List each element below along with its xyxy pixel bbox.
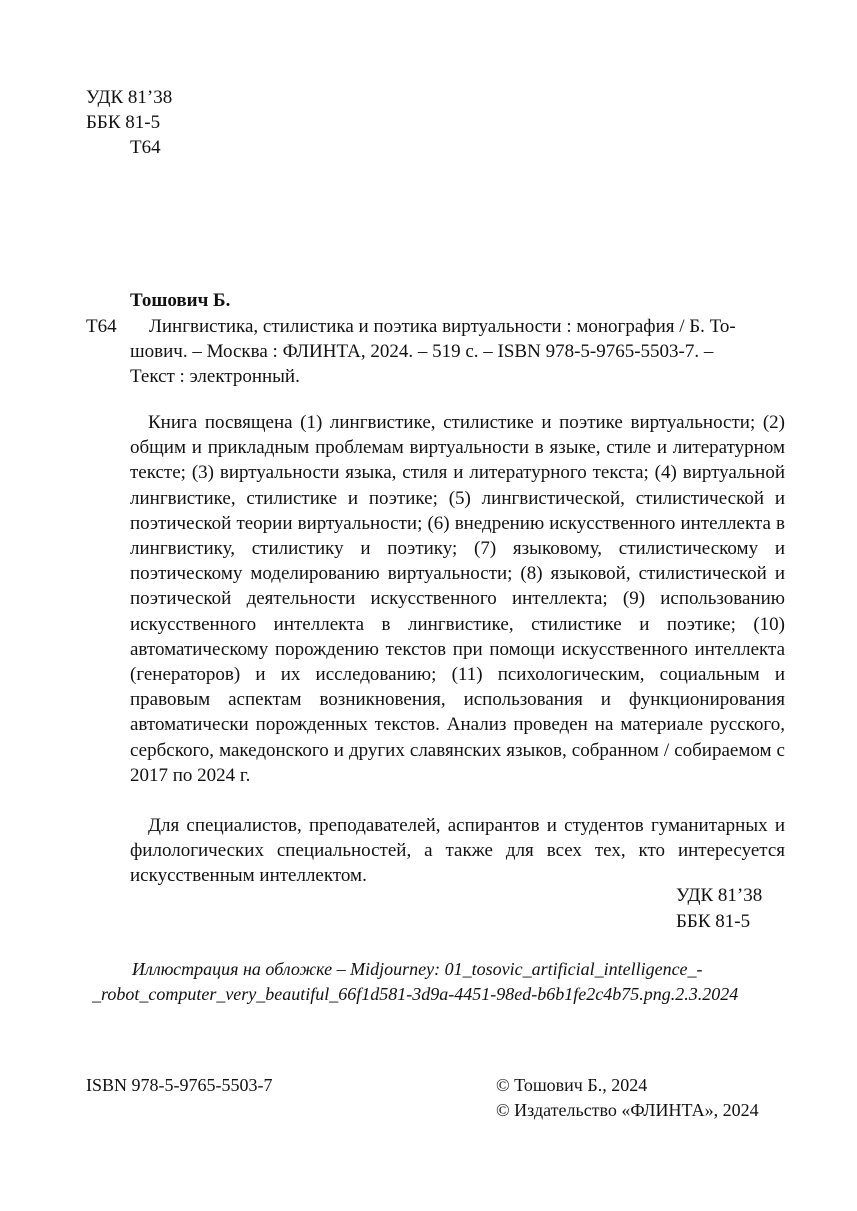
author-mark: Т64 [130,137,161,158]
cover-credit-line-1: Иллюстрация на обложке – Midjourney: 01_tosovic_artificial_intelligence_- [132,959,703,979]
cover-credit-line-2: _robot_computer_very_beautiful_66f1d581-3d9a-4451-98ed-b6b1fe2c4b75.png.2.3.2024 [92,984,739,1004]
copyright-publisher: © Издательство «ФЛИНТА», 2024 [496,1100,759,1120]
isbn: ISBN 978-5-9765-5503-7 [86,1075,273,1095]
udk-code-footer: УДК 81’38 [676,885,763,906]
bbk-code: ББК 81-5 [86,112,161,133]
entry-line-1: Лингвистика, стилистика и поэтика виртуальности : монография / Б. То- [149,316,736,337]
copyright-author: © Тошович Б., 2024 [496,1075,648,1095]
abstract-paragraph-1: Книга посвящена (1) лингвистике, стилистике и поэтике виртуальности; (2) общим и прикладным проблемам виртуальности в языке, стиле и литературном тексте; (3) виртуальности языка, стиля и литературного текста; (4) виртуальной лингвистике, стилистике и поэтике; (5) лингвистической, стилистической и поэтической теории виртуальности; (6) внедрению искусственного интеллекта в лингвистику, стилистику и поэтику; (7) языковому, стилистическому и поэтическому моделированию виртуальности; (8) языковой, стилистической и поэтической деятельности искусственного интеллекта; (9) использованию искусственного интеллекта в лингвистике, стилистике и поэтике; (10) автоматическому порождению текстов при помощи искусственного интеллекта (генераторов) и их исследованию; (11) психологическим, социальным и правовым аспектам возникновения, использования и функционирования автоматически порожденных текстов. Анализ проведен на материале русского, сербского, македонского и других славянских языков, собранном / собираемом с 2017 по 2024 г. [130,412,785,786]
entry-line-3: Текст : электронный. [130,366,300,387]
bbk-code-footer: ББК 81-5 [676,911,751,932]
abstract-paragraph-2: Для специалистов, преподавателей, аспирантов и студентов гуманитарных и филологических специальностей, а также для всех тех, кто интересуется искусственным интеллектом. [130,815,785,887]
entry-line-2: шович. – Москва : ФЛИНТА, 2024. – 519 с. – ISBN 978-5-9765-5503-7. – [130,341,714,362]
udk-code: УДК 81’38 [86,87,173,108]
entry-mark: Т64 [86,316,117,337]
entry-author: Тошович Б. [130,290,231,311]
